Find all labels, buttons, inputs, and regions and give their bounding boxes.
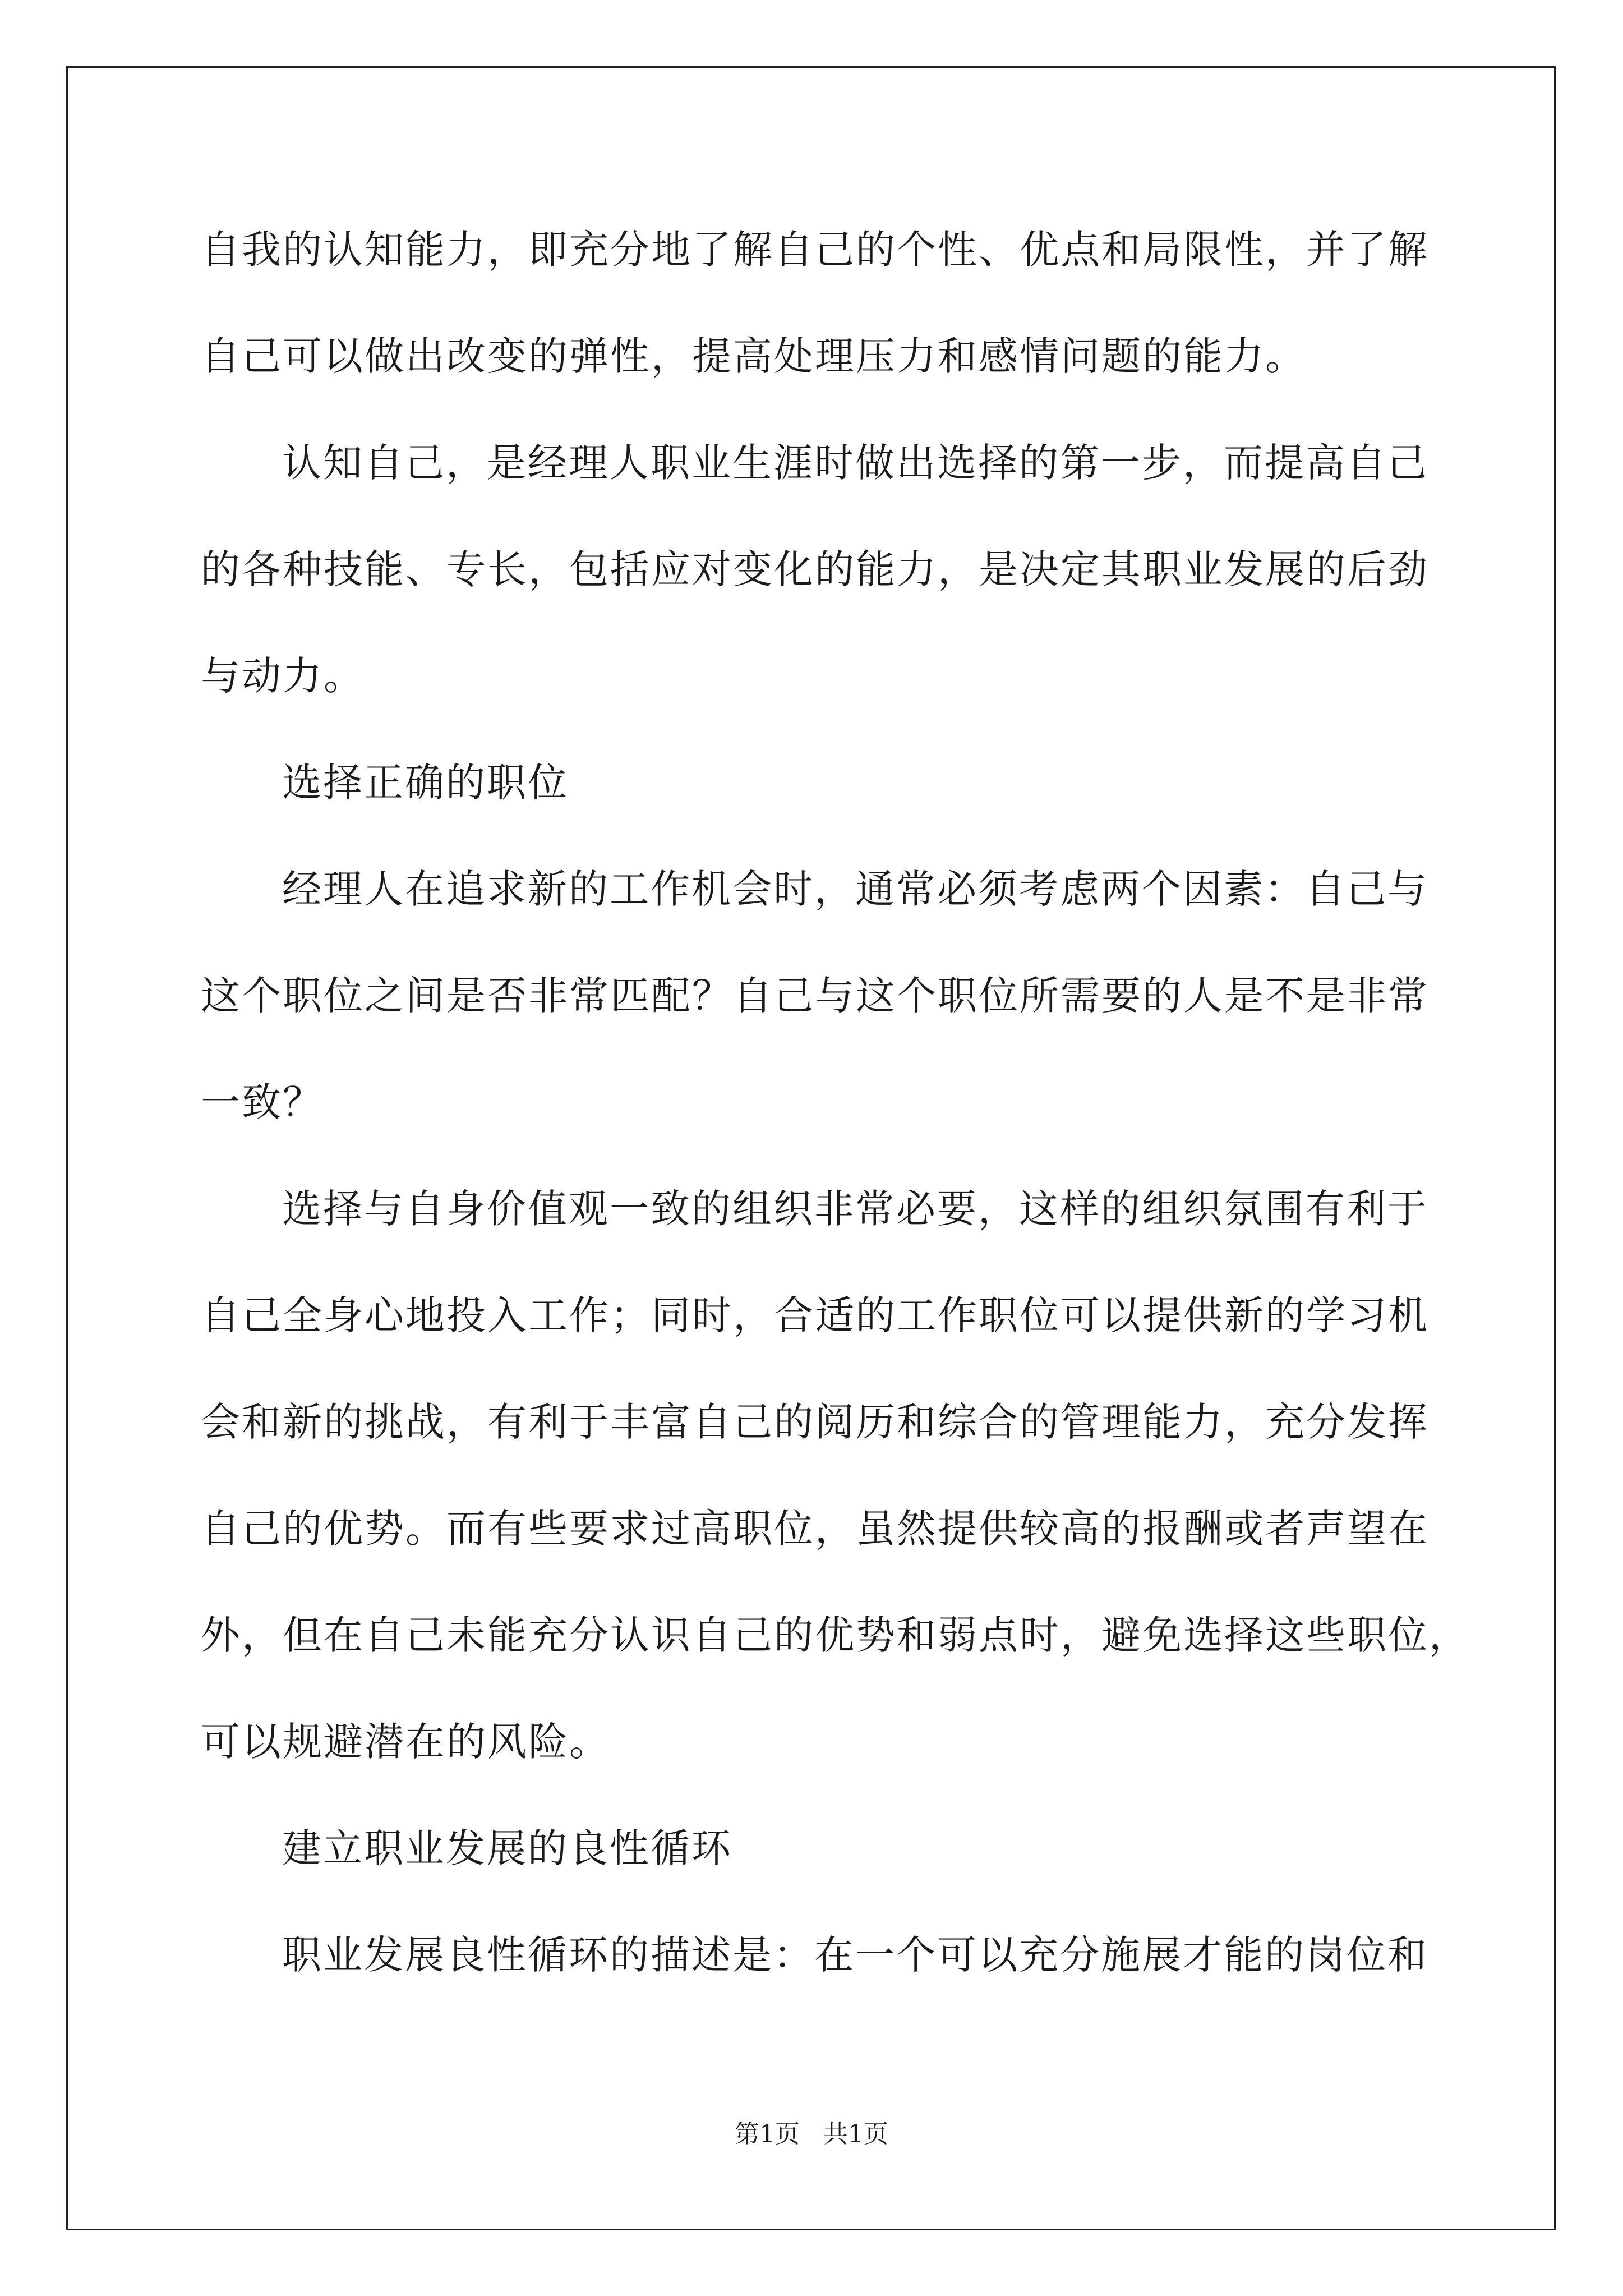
section-heading: 建立职业发展的良性循环: [282, 1825, 732, 1871]
page-border: [66, 66, 1556, 2230]
body-line: 外，但在自己未能充分认识自己的优势和弱点时，避免选择这些职位，: [201, 1612, 1470, 1658]
body-line: 可以规避潜在的风险。: [201, 1719, 610, 1765]
body-line: 的各种技能、专长，包括应对变化的能力，是决定其职业发展的后劲: [201, 546, 1429, 592]
body-line: 选择与自身价值观一致的组织非常必要，这样的组织氛围有利于: [282, 1186, 1428, 1232]
body-line: 经理人在追求新的工作机会时，通常必须考虑两个因素：自己与: [282, 866, 1428, 912]
body-line: 自己可以做出改变的弹性，提高处理压力和感情问题的能力。: [201, 333, 1306, 379]
body-line: 会和新的挑战，有利于丰富自己的阅历和综合的管理能力，充分发挥: [201, 1399, 1429, 1445]
body-line: 这个职位之间是否非常匹配？自己与这个职位所需要的人是不是非常: [201, 973, 1429, 1019]
body-line: 一致？: [201, 1079, 324, 1125]
body-line: 自己的优势。而有些要求过高职位，虽然提供较高的报酬或者声望在: [201, 1506, 1429, 1552]
section-heading: 选择正确的职位: [282, 760, 569, 806]
body-line: 自我的认知能力，即充分地了解自己的个性、优点和局限性，并了解: [201, 227, 1429, 273]
body-line: 自己全身心地投入工作；同时，合适的工作职位可以提供新的学习机: [201, 1292, 1429, 1338]
body-line: 职业发展良性循环的描述是：在一个可以充分施展才能的岗位和: [282, 1932, 1428, 1978]
page-footer: 第1页 共1页: [735, 2120, 888, 2148]
body-line: 与动力。: [201, 653, 365, 699]
body-line: 认知自己，是经理人职业生涯时做出选择的第一步，而提高自己: [282, 440, 1428, 486]
